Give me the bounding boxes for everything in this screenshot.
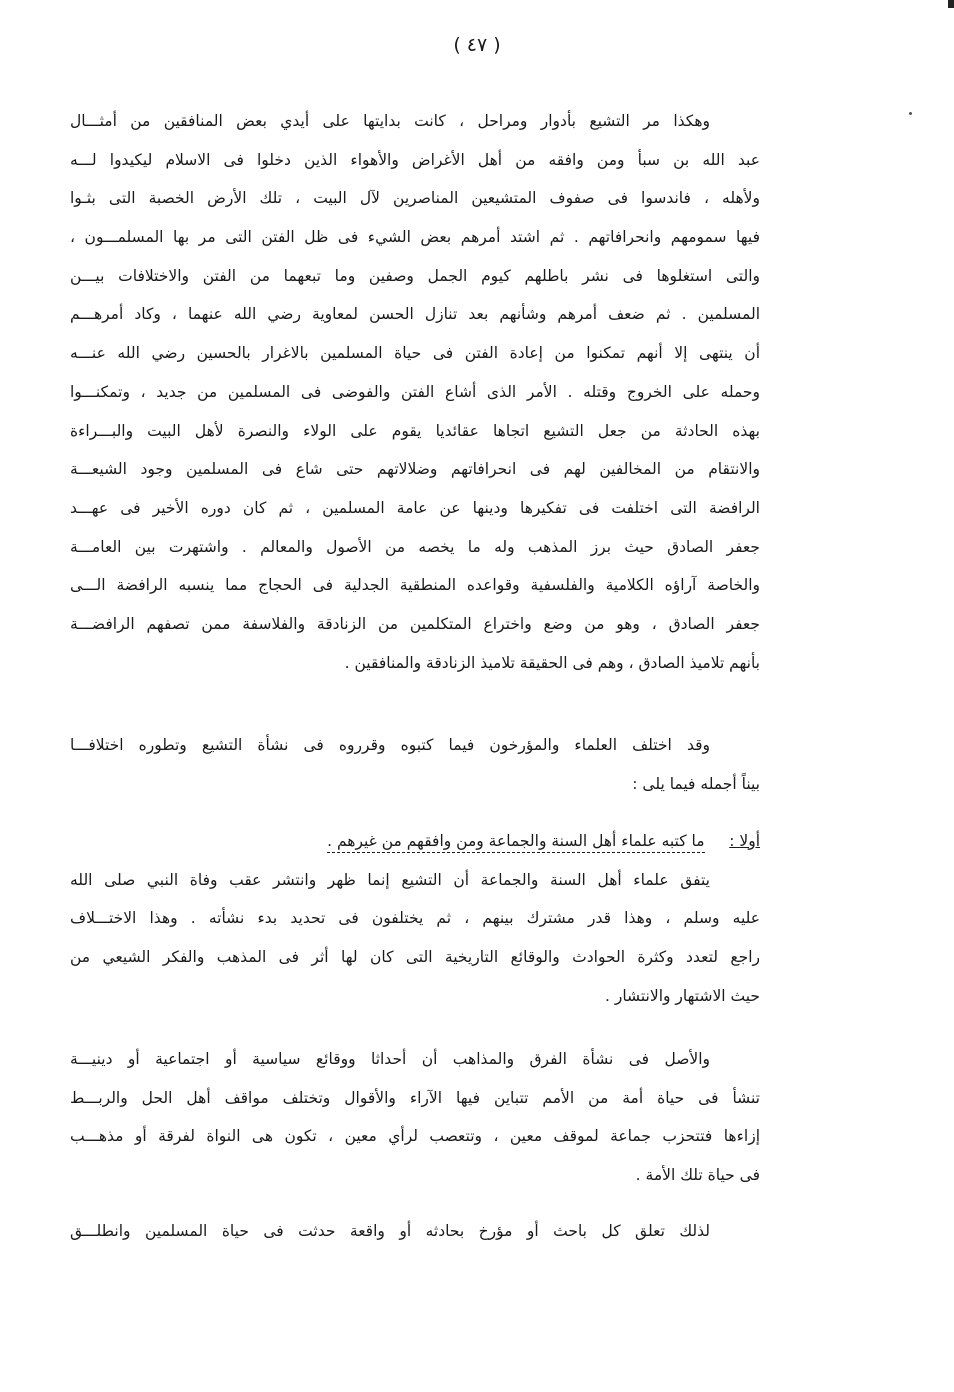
text-line: بهذه الحادثة من جعل التشيع اتجاها عقائديا يقوم على الولاء والنصرة لأهل البيت والبـــراءة: [70, 421, 760, 440]
text-line: راجع لتعدد وكثرة الحوادث والوقائع التاريخية التى كان لها أثر فى المذهب والفكر الشيعي من: [70, 948, 760, 967]
text-line: فى حياة تلك الأمة .: [635, 1166, 760, 1185]
text-line: جعفر الصادق حيث برز المذهب وله ما يخصه من الأصول والمعالم . واشتهرت بين العامـــة: [70, 537, 760, 556]
text-line: والتى استغلوها فى نشر باطلهم كيوم الجمل وصفين وما تبعهما من الفتن والاختلافات بيـــن: [70, 266, 760, 285]
paragraph-5: [70, 1212, 760, 1251]
section-1: [70, 822, 760, 1015]
text-line: المسلمين . ثم ضعف أمرهم وشأنهم بعد تنازل الحسن لمعاوية رضي الله عنهما ، وكاد أمرهـــم: [70, 305, 760, 324]
text-line: عليه وسلم ، وهذا قدر مشترك بينهم ، ثم يختلفون فى تحديد بدء نشأته . وهذا الاختـــلاف: [70, 909, 760, 928]
text-line: الرافضة التى اختلفت فى تفكيرها ودينها عن عامة المسلمين ، ثم كان دوره الأخير فى عهـــد: [70, 498, 760, 517]
margin-dot: [909, 112, 912, 115]
text-line: والانتقام من المخالفين لهم فى انحرافاتهم وضلالاتهم حتى شاع فى المسلمين وجود الشيعـــة: [70, 460, 760, 479]
text-line: إزاءها فتتحزب جماعة لموقف معين ، وتتعصب لرأي معين ، تكون هى النواة لفرقة أو مذهـــب: [70, 1127, 760, 1146]
heading-title: ما كتبه علماء أهل السنة والجماعة ومن وافقهم من غيرهم .: [327, 832, 704, 853]
page-corner-mark: [948, 0, 954, 8]
text-line: جعفر الصادق ، وهو من وضع واختراع المتكلمين من الزنادقة والفلاسفة ممن تصفهم الرافضـــة: [70, 614, 760, 633]
text-line: عبد الله بن سبأ ومن وافقه من أهل الأغراض والأهواء الذين دخلوا فى الاسلام ليكيدوا لـــه: [70, 150, 760, 169]
text-line: وهكذا مر التشيع بأدوار ومراحل ، كانت بدايتها على أيدي بعض المنافقين من أمثـــال: [70, 112, 710, 130]
text-line: تنشأ فى حياة أمة من الأمم تتباين فيها الآراء والأقوال وتختلف مواقف أهل الحل والربـــط: [70, 1088, 760, 1107]
text-line: فيها سمومهم وانحرافاتهم . ثم اشتد أمرهم بعض الشيء فى ظل الفتن التى مر بها المسلمـــون ،: [70, 228, 760, 247]
text-line: لذلك تعلق كل باحث أو مؤرخ بحادثه أو واقعة حدثت فى حياة المسلمين وانطلـــق: [70, 1222, 710, 1240]
page-number: ( ٤٧ ): [453, 34, 501, 56]
section-heading: [70, 822, 760, 861]
paragraph-2: [70, 726, 760, 803]
text-line: بأنهم تلاميذ الصادق ، وهم فى الحقيقة تلاميذ الزنادقة والمنافقين .: [344, 653, 760, 672]
text-line: أن ينتهى إلا أنهم تمكنوا من إعادة الفتن فى حياة المسلمين بالاغرار بالحسين رضي الله عنـــه: [70, 344, 760, 363]
text-line: وحمله على الخروج وقتله . الأمر الذى أشاع الفتن والفوضى فى المسلمين من جديد ، وتمكنـــوا: [70, 382, 760, 401]
text-line: حيث الاشتهار والانتشار .: [604, 986, 760, 1005]
paragraph-4: [70, 1040, 760, 1195]
text-line: ولأهله ، فاندسوا فى صفوف المتشيعين المناصرين لآل البيت ، تلك الأرض الخصبة التى بثـوا: [70, 189, 760, 208]
text-line: والخاصة آراؤه الكلامية والفلسفية وقواعده المنطقية الجدلية فى الحجاج مما ينسبه الرافضة الـــى: [70, 576, 760, 595]
heading-label: أولا :: [729, 832, 760, 850]
text-line: بيناً أجمله فيما يلى :: [632, 774, 760, 793]
text-line: وقد اختلف العلماء والمؤرخون فيما كتبوه وقرروه فى نشأة التشيع وتطوره اختلافـــا: [70, 736, 710, 754]
paragraph-1: [70, 102, 760, 682]
text-line: والأصل فى نشأة الفرق والمذاهب أن أحداثا ووقائع سياسية أو اجتماعية أو دينيـــة: [70, 1050, 710, 1068]
text-line: يتفق علماء أهل السنة والجماعة أن التشيع إنما ظهر وانتشر عقب وفاة النبي صلى الله: [70, 870, 710, 889]
